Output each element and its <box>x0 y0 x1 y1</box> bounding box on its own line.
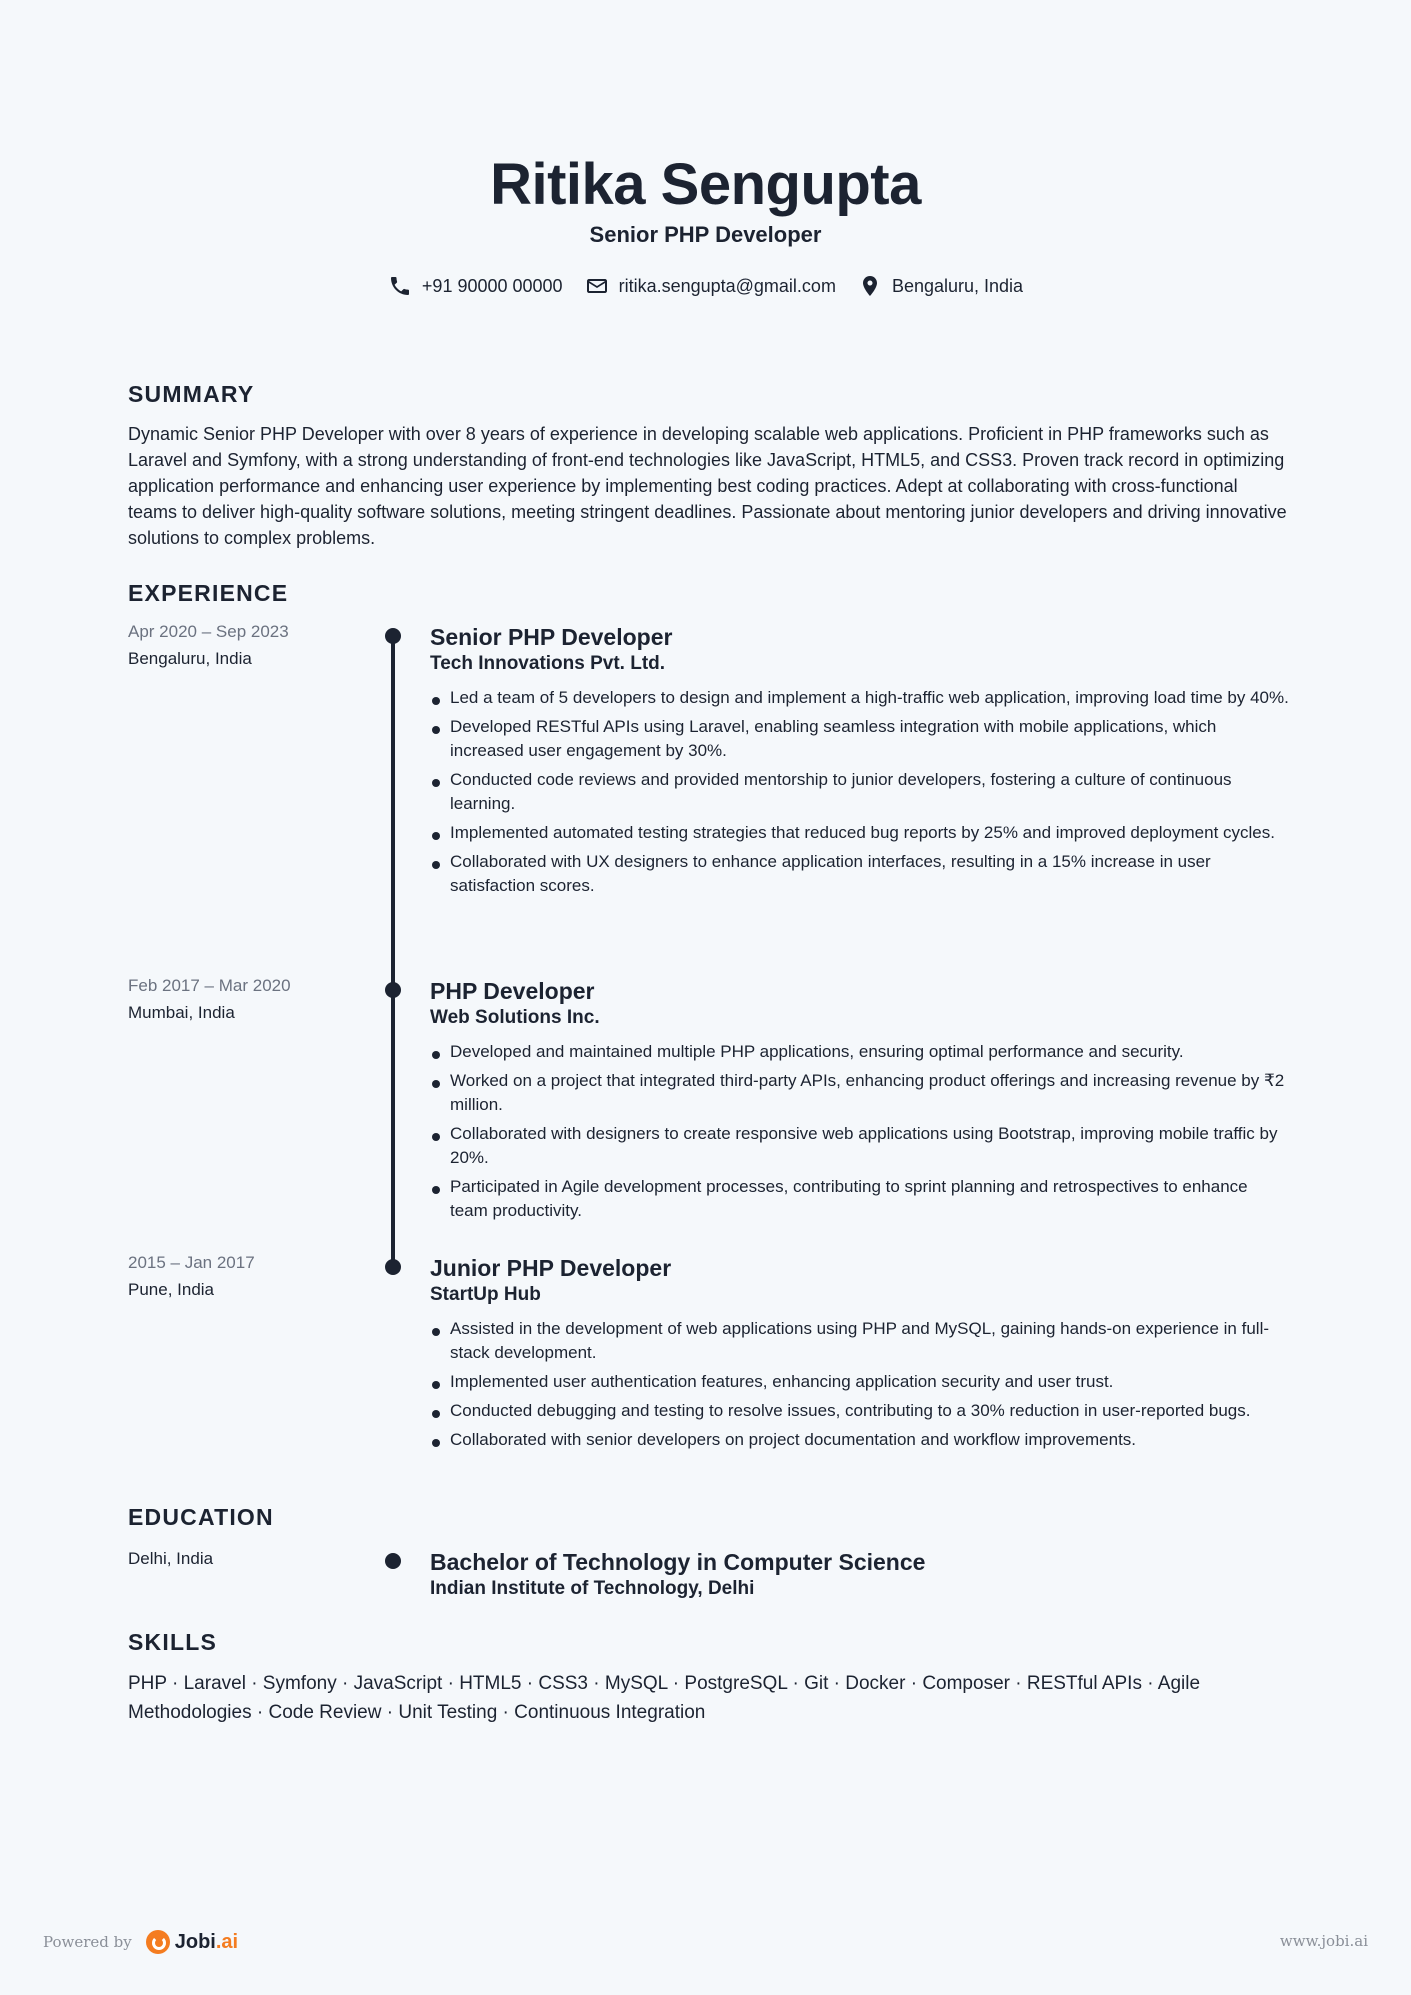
education-location: Delhi, India <box>128 1549 214 1568</box>
degree-title: Bachelor of Technology in Computer Science <box>430 1549 926 1575</box>
timeline-line <box>391 994 395 1266</box>
job-dates: 2015 – Jan 2017 <box>128 1253 255 1272</box>
phone-icon <box>388 274 412 298</box>
contact-location <box>858 274 1023 298</box>
list-item: Conducted debugging and testing to resolve issues, contributing to a 30% reduction in user-reported bugs. <box>430 1399 1290 1423</box>
job-dates: Apr 2020 – Sep 2023 <box>128 622 289 641</box>
education-content <box>430 1547 1290 1601</box>
list-item: Implemented automated testing strategies that reduced bug reports by 25% and improved deployment cycles. <box>430 821 1290 845</box>
brand-name <box>175 1931 238 1954</box>
job-content <box>430 1253 1290 1457</box>
job-title: Senior PHP Developer <box>430 624 673 650</box>
company-name: Web Solutions Inc. <box>430 1007 600 1028</box>
job-content <box>430 622 1290 903</box>
resume-header <box>0 150 1411 298</box>
job-title: PHP Developer <box>430 978 595 1004</box>
contact-row <box>0 274 1411 298</box>
job-title: Junior PHP Developer <box>430 1255 672 1281</box>
summary-text: Dynamic Senior PHP Developer with over 8 years of experience in developing scalable web applications. Proficient in PHP frameworks such as Laravel and Symfony, with a strong understanding of front-end technologies like JavaScript, HTML5, and CSS3. Proven track record in optimizing application performance and enhancing user experience by implementing best coding practices. Adept at collaborating with cross-functional teams to deliver high-quality software solutions, meeting stringent deadlines. Passionate about mentoring junior developers and driving innovative solutions to complex problems. <box>128 424 1287 548</box>
list-item: Worked on a project that integrated third-party APIs, enhancing product offerings and increasing revenue by ₹2 million. <box>430 1069 1290 1117</box>
contact-email[interactable] <box>585 274 836 298</box>
list-item: Collaborated with UX designers to enhance application interfaces, resulting in a 15% increase in user satisfaction scores. <box>430 850 1290 898</box>
list-item: Participated in Agile development processes, contributing to sprint planning and retrospectives to enhance team productivity. <box>430 1175 1290 1223</box>
mail-icon <box>585 274 609 298</box>
contact-phone[interactable] <box>388 274 563 298</box>
phone-number: +91 90000 00000 <box>421 275 563 296</box>
skills-heading: SKILLS <box>128 1629 217 1655</box>
list-item: Conducted code reviews and provided mentorship to junior developers, fostering a culture of continuous learning. <box>430 768 1290 816</box>
timeline-line <box>391 640 395 993</box>
brand-main: Jobi <box>174 1930 216 1953</box>
footer-url[interactable]: www.jobi.ai <box>1279 1932 1368 1950</box>
school-name: Indian Institute of Technology, Delhi <box>430 1578 755 1599</box>
timeline-dot <box>385 1259 401 1275</box>
jobi-logo-icon <box>146 1930 170 1954</box>
job-bullets <box>430 686 1290 898</box>
experience-heading: EXPERIENCE <box>128 580 289 606</box>
powered-by <box>43 1930 238 1954</box>
job-location: Bengaluru, India <box>128 649 252 668</box>
job-location: Mumbai, India <box>128 1003 235 1022</box>
job-dates: Feb 2017 – Mar 2020 <box>128 976 291 995</box>
job-bullets <box>430 1317 1290 1452</box>
list-item: Led a team of 5 developers to design and implement a high-traffic web application, improving load time by 40%. <box>430 686 1290 710</box>
candidate-name: Ritika Sengupta <box>490 152 921 217</box>
location-pin-icon <box>858 274 882 298</box>
list-item: Assisted in the development of web applications using PHP and MySQL, gaining hands-on experience in full-stack development. <box>430 1317 1290 1365</box>
jobi-logo[interactable] <box>146 1930 238 1954</box>
skills-list: PHP · Laravel · Symfony · JavaScript · HTML5 · CSS3 · MySQL · PostgreSQL · Git · Docker · Composer · RESTful APIs · Agile Methodologies · Code Review · Unit Testing · Continuous Integration <box>128 1673 1201 1723</box>
company-name: Tech Innovations Pvt. Ltd. <box>430 653 666 674</box>
list-item: Collaborated with senior developers on project documentation and workflow improvements. <box>430 1428 1290 1452</box>
list-item: Collaborated with designers to create responsive web applications using Bootstrap, improving mobile traffic by 20%. <box>430 1122 1290 1170</box>
job-bullets <box>430 1040 1290 1223</box>
job-location: Pune, India <box>128 1280 215 1299</box>
candidate-title: Senior PHP Developer <box>589 222 822 247</box>
list-item: Developed and maintained multiple PHP applications, ensuring optimal performance and security. <box>430 1040 1290 1064</box>
list-item: Implemented user authentication features, enhancing application security and user trust. <box>430 1370 1290 1394</box>
timeline-dot <box>385 1553 401 1569</box>
company-name: StartUp Hub <box>430 1284 541 1305</box>
education-heading: EDUCATION <box>128 1504 274 1530</box>
brand-suffix: .ai <box>215 1930 239 1953</box>
list-item: Developed RESTful APIs using Laravel, enabling seamless integration with mobile applications, which increased user engagement by 30%. <box>430 715 1290 763</box>
powered-by-label: Powered by <box>43 1933 132 1951</box>
job-content <box>430 976 1290 1228</box>
location-text: Bengaluru, India <box>891 275 1024 296</box>
email-address: ritika.sengupta@gmail.com <box>618 275 836 296</box>
summary-heading: SUMMARY <box>128 381 255 407</box>
